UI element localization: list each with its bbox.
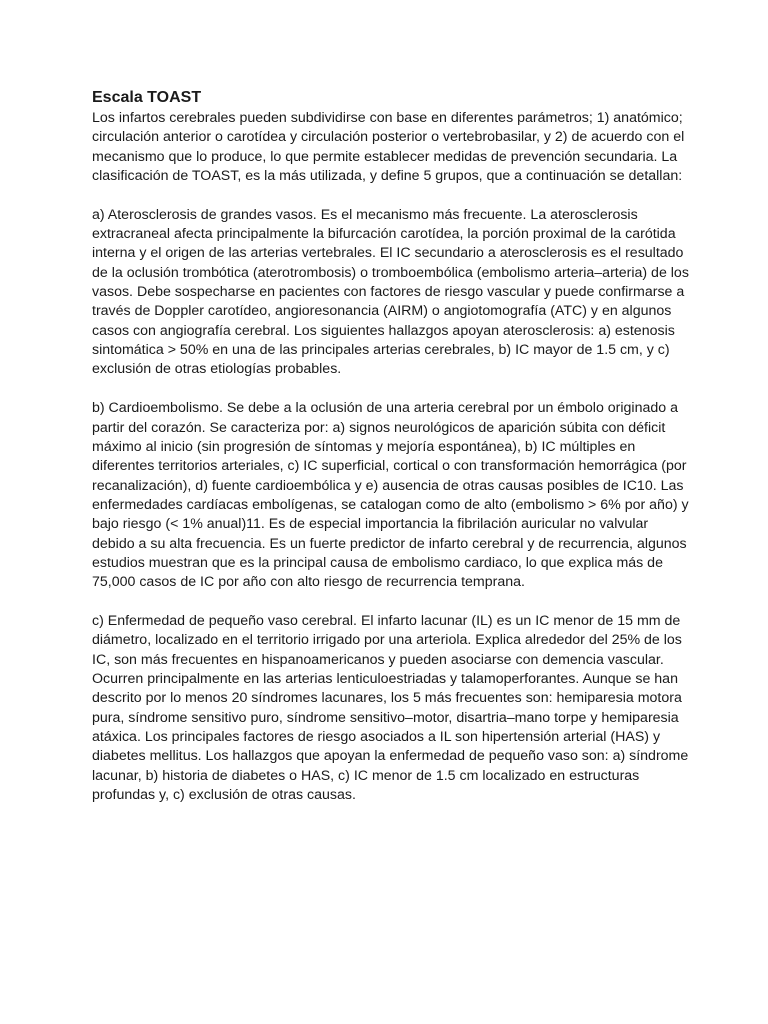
- document-body: [92, 88, 692, 805]
- document-title: Escala TOAST: [92, 89, 202, 106]
- paragraph-pequeno-vaso: c) Enfermedad de pequeño vaso cerebral. El infarto lacunar (IL) es un IC menor de 15 mm de diámetro, localizado en el territorio irrigado por una arteriola. Explica alrededor del 25% de los IC, son más frecuentes en hispanoamericanos y pueden asociarse con demencia vascular. Ocurren principalmente en las arterias lenticuloestriadas y talamoperforantes. Aunque se han descrito por lo menos 20 síndromes lacunares, los 5 más frecuentes son: hemiparesia motora pura, síndrome sensitivo puro, síndrome sensitivo–motor, disartria–mano torpe y hemiparesia atáxica. Los principales factores de riesgo asociados a IL son hipertensión arterial (HAS) y diabetes mellitus. Los hallazgos que apoyan la enfermedad de pequeño vaso son: a) síndrome lacunar, b) historia de diabetes o HAS, c) IC menor de 1.5 cm localizado en estructuras profundas y, c) exclusión de otras causas.: [92, 612, 689, 804]
- paragraph-intro: Los infartos cerebrales pueden subdividirse con base en diferentes parámetros; 1) anatómico; circulación anterior o carotídea y circulación posterior o vertebrobasilar, y 2) de acuerdo con el mecanismo que lo produce, lo que permite establecer medidas de prevención secundaria. La clasificación de TOAST, es la más utilizada, y define 5 grupos, que a continuación se detallan:: [92, 110, 685, 185]
- paragraph-aterosclerosis: a) Aterosclerosis de grandes vasos. Es el mecanismo más frecuente. La aterosclerosis extracraneal afecta principalmente la bifurcación carotídea, la porción proximal de la carótida interna y el origen de las arterias vertebrales. El IC secundario a aterosclerosis es el resultado de la oclusión trombótica (aterotrombosis) o tromboembólica (embolismo arteria–arteria) de los vasos. Debe sospecharse en pacientes con factores de riesgo vascular y puede confirmarse a través de Doppler carotídeo, angioresonancia (AIRM) o angiotomografía (ATC) y en algunos casos con angiografía cerebral. Los siguientes hallazgos apoyan aterosclerosis: a) estenosis sintomática > 50% en una de las principales arterias cerebrales, b) IC mayor de 1.5 cm, y c) exclusión de otras etiologías probables.: [92, 206, 689, 378]
- paragraph-cardioembolismo: b) Cardioembolismo. Se debe a la oclusión de una arteria cerebral por un émbolo originado a partir del corazón. Se caracteriza por: a) signos neurológicos de aparición súbita con déficit máximo al inicio (sin progresión de síntomas y mejoría espontánea), b) IC múltiples en diferentes territorios arteriales, c) IC superficial, cortical o con transformación hemorrágica (por recanalización), d) fuente cardioembólica y e) ausencia de otras causas posibles de IC10. Las enfermedades cardíacas embolígenas, se catalogan como de alto (embolismo > 6% por año) y bajo riesgo (< 1% anual)11. Es de especial importancia la fibrilación auricular no valvular debido a su alta frecuencia. Es un fuerte predictor de infarto cerebral y de recurrencia, algunos estudios muestran que es la principal causa de embolismo cardiaco, lo que explica más de 75,000 casos de IC por año con alto riesgo de recurrencia temprana.: [92, 400, 689, 591]
